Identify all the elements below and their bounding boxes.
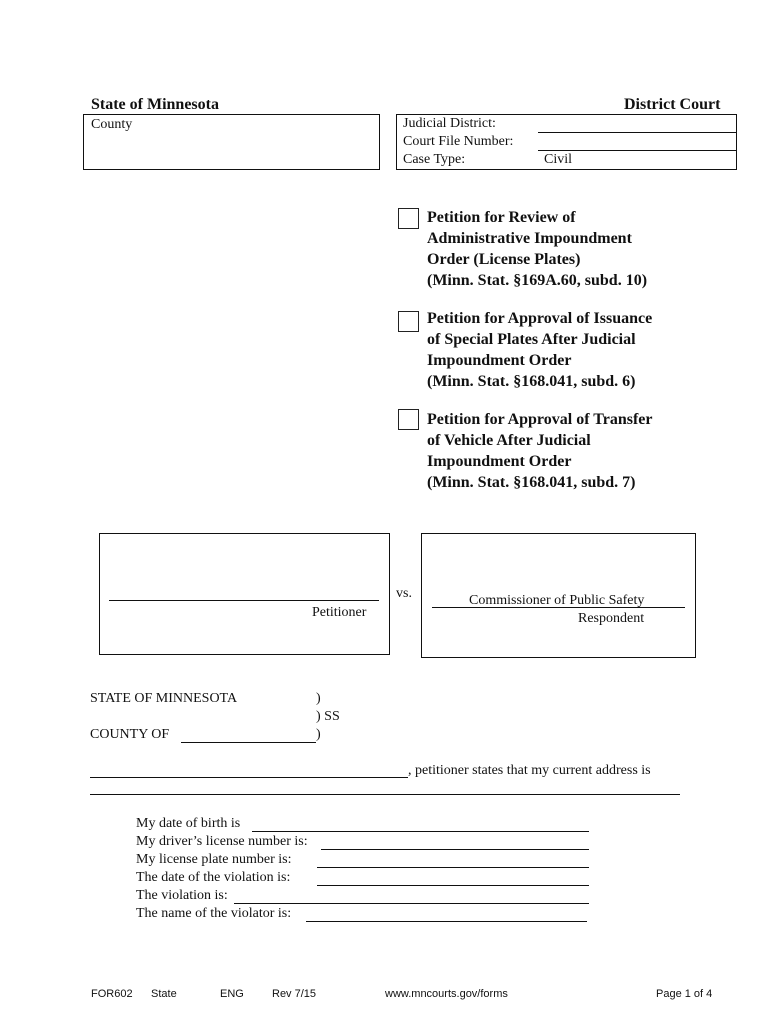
violation-label: The violation is:	[136, 888, 228, 903]
petition-special-plates-line-3: Impoundment Order	[427, 352, 572, 369]
venue-paren-top: )	[316, 691, 321, 706]
footer-language: ENG	[220, 988, 244, 1000]
footer-page-number: Page 1 of 4	[656, 988, 713, 1000]
judicial-district-field[interactable]	[538, 132, 736, 133]
violation-date-label: The date of the violation is:	[136, 870, 291, 885]
petition-review-text	[427, 207, 647, 291]
address-field[interactable]	[90, 794, 680, 795]
venue-ss: ) SS	[316, 709, 340, 724]
address-statement-text: , petitioner states that my current address is	[408, 763, 651, 778]
petition-transfer-line-2: of Vehicle After Judicial	[427, 432, 591, 449]
license-plate-label: My license plate number is:	[136, 852, 292, 867]
petition-review-line-1: Petition for Review of	[427, 209, 576, 226]
petitioner-name-field[interactable]	[109, 600, 379, 601]
dob-label: My date of birth is	[136, 816, 241, 831]
versus-text: vs.	[396, 586, 412, 601]
petition-transfer-line-4: (Minn. Stat. §168.041, subd. 7)	[427, 474, 636, 491]
petition-review-checkbox[interactable]	[398, 208, 419, 229]
footer-url[interactable]: www.mncourts.gov/forms	[385, 988, 508, 1000]
state-heading: State of Minnesota	[91, 96, 219, 113]
petition-special-plates-line-4: (Minn. Stat. §168.041, subd. 6)	[427, 373, 636, 390]
drivers-license-label: My driver’s license number is:	[136, 834, 308, 849]
petition-special-plates-line-2: of Special Plates After Judicial	[427, 331, 636, 348]
footer-category: State	[151, 988, 177, 1000]
petitioner-box	[99, 533, 390, 655]
petition-review-line-4: (Minn. Stat. §169A.60, subd. 10)	[427, 272, 648, 289]
case-type-label: Case Type:	[403, 152, 466, 167]
court-file-number-label: Court File Number:	[403, 134, 514, 149]
violator-name-label: The name of the violator is:	[136, 906, 292, 921]
venue-county-field[interactable]	[181, 742, 316, 743]
case-type-value: Civil	[544, 152, 573, 167]
petition-transfer-line-3: Impoundment Order	[427, 453, 572, 470]
petitioner-name-statement-field[interactable]	[90, 777, 408, 778]
court-heading: District Court	[624, 96, 721, 113]
petition-transfer-line-1: Petition for Approval of Transfer	[427, 411, 653, 428]
respondent-name: Commissioner of Public Safety	[469, 593, 645, 608]
petition-transfer-text	[427, 409, 652, 493]
violation-field[interactable]	[234, 903, 589, 904]
footer-revision: Rev 7/15	[272, 988, 317, 1000]
dob-field[interactable]	[252, 831, 589, 832]
respondent-label: Respondent	[578, 611, 645, 626]
venue-paren-bottom: )	[316, 727, 321, 742]
county-box[interactable]	[83, 114, 380, 170]
venue-county-label: COUNTY OF	[90, 727, 170, 742]
venue-state: STATE OF MINNESOTA	[90, 691, 238, 706]
violator-name-field[interactable]	[306, 921, 587, 922]
case-info-box	[396, 114, 737, 170]
petition-review-line-3: Order (License Plates)	[427, 251, 581, 268]
petition-special-plates-text	[427, 308, 652, 392]
petitioner-label: Petitioner	[312, 605, 367, 620]
drivers-license-field[interactable]	[321, 849, 589, 850]
petition-special-plates-checkbox[interactable]	[398, 311, 419, 332]
violation-date-field[interactable]	[317, 885, 589, 886]
petition-special-plates-line-1: Petition for Approval of Issuance	[427, 310, 653, 327]
petition-transfer-checkbox[interactable]	[398, 409, 419, 430]
county-label: County	[91, 117, 133, 132]
petition-review-line-2: Administrative Impoundment	[427, 230, 632, 247]
judicial-district-label: Judicial District:	[403, 116, 496, 131]
respondent-box	[421, 533, 696, 658]
license-plate-field[interactable]	[317, 867, 589, 868]
footer-form-id: FOR602	[91, 988, 133, 1000]
court-file-number-field[interactable]	[538, 150, 736, 151]
